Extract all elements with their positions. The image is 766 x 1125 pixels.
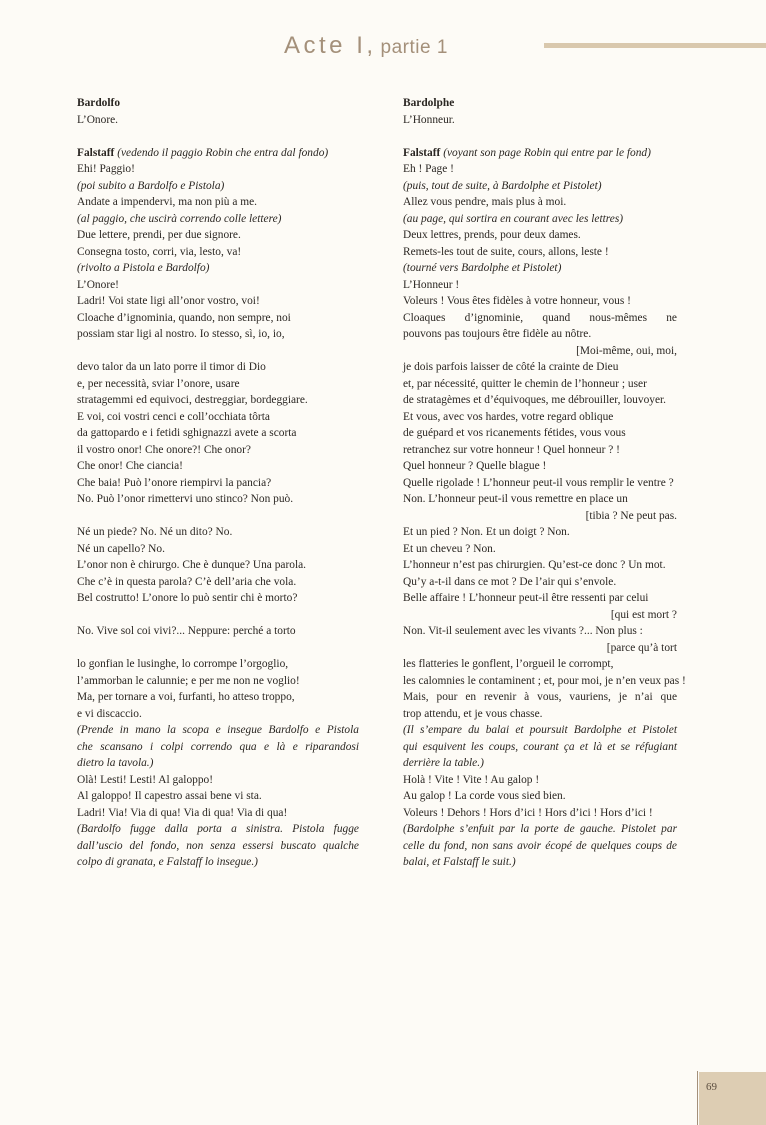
italian-verse-line: da gattopardo e i fetidi sghignazzi avete a scorta (77, 427, 297, 439)
french-verse-line: de stratagèmes et d’équivoques, me débrouiller, louvoyer. (403, 394, 667, 406)
french-stage-direction: (Il s’empare du balai et poursuit Bardolphe et Pistolet (403, 724, 677, 736)
italian-verse-line: Né un capello? No. (77, 542, 165, 555)
french-stage-direction: derrière la table.) (403, 757, 484, 769)
title-part: partie 1 (380, 37, 448, 58)
french-verse-line: Et vous, avec vos hardes, votre regard oblique (403, 410, 614, 423)
italian-verse-line: Ladri! Voi state ligi all’onor vostro, voi! (77, 295, 260, 307)
italian-stage-direction: che scansano i colpi correndo qua e là e riparandosi (77, 740, 359, 753)
page-header (0, 30, 766, 70)
french-verse-line: [parce qu’à tort (606, 641, 677, 654)
french-stage-direction: (au page, qui sortira en courant avec les lettres) (403, 212, 624, 225)
italian-verse-line: Né un piede? No. Né un dito? No. (77, 526, 233, 538)
italian-verse-line: e vi discaccio. (77, 707, 142, 720)
italian-verse-line: Che c’è in questa parola? C’è dell’aria che vola. (77, 575, 297, 588)
french-verse-line: les calomnies le contaminent ; et, pour moi, je n’en veux pas ! (403, 674, 686, 687)
french-verse-line: je dois parfois laisser de côté la crainte de Dieu (403, 361, 619, 373)
speaker-name: Falstaff (403, 146, 441, 159)
french-stage-direction: (tourné vers Bardolphe et Pistolet) (403, 262, 562, 274)
french-verse-line: Voleurs ! Dehors ! Hors d’ici ! Hors d’ici ! Hors d’ici ! (403, 806, 653, 819)
french-stage-direction: qui esquivent les coups, courant ça et là et se réfugiant (403, 740, 677, 753)
french-stage-direction: balai, et Falstaff le suit.) (403, 856, 516, 868)
italian-verse-line: devo talor da un lato porre il timor di Dio (77, 361, 266, 373)
italian-speaker-name: Bardolfo (77, 97, 121, 109)
french-verse-line: Quel honneur ? Quelle blague ! (403, 460, 547, 472)
italian-verse-line: E voi, coi vostri cenci e coll’occhiata tôrta (77, 410, 270, 423)
french-stage-direction: (puis, tout de suite, à Bardolphe et Pistolet) (403, 179, 602, 192)
french-verse-line: de guépard et vos ricanements fétides, vous vous (403, 427, 626, 439)
italian-blank-line (77, 343, 359, 360)
french-verse-line: Eh ! Page ! (403, 163, 454, 175)
italian-verse-line: L’Onore. (77, 113, 119, 126)
italian-verse-line: No. Vive sol coi vivi?... Neppure: perché a torto (77, 625, 296, 637)
french-verse-line: les flatteries le gonflent, l’orgueil le corrompt, (403, 658, 614, 670)
french-speaker-name: Bardolphe (403, 97, 455, 109)
page-title (284, 32, 448, 60)
italian-verse-line: Olà! Lesti! Lesti! Al galoppo! (77, 773, 214, 786)
italian-blank-line (77, 508, 359, 525)
french-verse-line: trop attendu, et je vous chasse. (403, 707, 543, 720)
french-verse-line: Belle affaire ! L’honneur peut-il être ressenti par celui (403, 592, 649, 604)
stage-direction: (vedendo il paggio Robin che entra dal fondo) (117, 146, 329, 159)
french-stage-direction: (Bardolphe s’enfuit par la porte de gauche. Pistolet par (403, 823, 677, 835)
french-verse-line: Qu’y a-t-il dans ce mot ? De l’air qui s’envole. (403, 575, 617, 588)
italian-verse-line: L’onor non è chirurgo. Che è dunque? Una parola. (77, 559, 307, 571)
french-verse-line: Non. L’honneur peut-il vous remettre en place un (403, 493, 628, 505)
italian-verse-line: Due lettere, prendi, per due signore. (77, 229, 241, 241)
italian-stage-direction: (Prende in mano la scopa e insegue Bardolfo e Pistola (77, 724, 359, 736)
french-verse-line: L’honneur n’est pas chirurgien. Qu’est-ce donc ? Un mot. (403, 559, 666, 571)
french-verse-line: Et un pied ? Non. Et un doigt ? Non. (403, 526, 570, 538)
title-act: Acte I, (284, 32, 377, 59)
italian-verse-line: No. Può l’onor rimettervi uno stinco? Non può. (77, 493, 294, 505)
italian-stage-direction: (al paggio, che uscirà correndo colle lettere) (77, 212, 282, 225)
italian-stage-direction: colpo di granata, e Falstaff lo insegue.) (77, 856, 258, 868)
french-speaker-line (403, 145, 677, 162)
french-verse-line: Quelle rigolade ! L’honneur peut-il vous remplir le ventre ? (403, 476, 674, 489)
italian-verse-line: Che baia! Può l’onore riempirvi la pancia? (77, 476, 272, 489)
italian-verse-line: L’Onore! (77, 278, 119, 291)
french-verse-line: [tibia ? Ne peut pas. (585, 509, 677, 522)
french-verse-line: Deux lettres, prends, pour deux dames. (403, 229, 581, 241)
page-number: 69 (706, 1081, 717, 1093)
french-blank-line (403, 128, 677, 145)
italian-verse-line: Ma, per tornare a voi, furfanti, ho atteso troppo, (77, 691, 295, 703)
french-verse-line: L’Honneur ! (403, 278, 460, 291)
stage-direction: (voyant son page Robin qui entre par le fond) (443, 146, 651, 159)
italian-verse-line: lo gonfian le lusinghe, lo corrompe l’orgoglio, (77, 658, 289, 670)
french-verse-line: Au galop ! La corde vous sied bien. (403, 790, 566, 802)
italian-blank-line (77, 128, 359, 145)
italian-verse-line: stratagemmi ed equivoci, destreggiar, bordeggiare. (77, 394, 308, 406)
french-verse-line: Voleurs ! Vous êtes fidèles à votre honneur, vous ! (403, 295, 631, 307)
italian-stage-direction: dietro la tavola.) (77, 757, 154, 769)
italian-verse-line: Ladri! Via! Via di qua! Via di qua! Via di qua! (77, 806, 288, 819)
french-column (403, 95, 686, 871)
title-decorative-rule (544, 43, 766, 48)
italian-verse-line: e, per necessità, sviar l’onore, usare (77, 377, 240, 390)
french-verse-line: Mais, pour en revenir à vous, vauriens, je n’ai que (403, 691, 677, 703)
speaker-name: Falstaff (77, 146, 115, 159)
italian-blank-line (77, 640, 359, 657)
italian-verse-line: Andate a impendervi, ma non più a me. (77, 196, 257, 208)
italian-verse-line: Al galoppo! Il capestro assai bene vi sta. (77, 790, 262, 802)
italian-verse-line: il vostro onor! Che onore?! Che onor? (77, 443, 251, 456)
italian-stage-direction: dall’uscio del fondo, non senza essersi buscato qualche (77, 839, 359, 852)
italian-blank-line (77, 607, 359, 624)
french-verse-line: [qui est mort ? (610, 608, 677, 621)
italian-verse-line: Bel costrutto! L’onore lo può sentir chi è morto? (77, 592, 298, 604)
italian-verse-line: Che onor! Che ciancia! (77, 460, 183, 472)
italian-verse-line: l’ammorban le calunnie; e per me non ne voglio! (77, 674, 300, 687)
french-verse-line: L’Honneur. (403, 113, 455, 126)
italian-verse-line: Cloache d’ignominia, quando, non sempre, noi (77, 311, 291, 324)
french-verse-line: retranchez sur votre honneur ! Quel honneur ? ! (403, 443, 620, 456)
italian-stage-direction: (Bardolfo fugge dalla porta a sinistra. Pistola fugge (77, 823, 359, 835)
italian-speaker-line (77, 145, 359, 162)
french-verse-line: Holà ! Vite ! Vite ! Au galop ! (403, 773, 540, 786)
italian-verse-line: possiam star ligi al nostro. Io stesso, sì, io, io, (77, 328, 285, 340)
french-verse-line: Remets-les tout de suite, cours, allons, leste ! (403, 245, 609, 258)
french-verse-line: pouvons pas toujours être fidèle au nôtre. (403, 328, 592, 340)
page-number-box (699, 1072, 766, 1125)
italian-verse-line: Consegna tosto, corri, via, lesto, va! (77, 245, 242, 258)
french-verse-line: Cloaques d’ignominie, quand nous-mêmes ne (403, 311, 677, 324)
french-verse-line: Non. Vit-il seulement avec les vivants ?... Non plus : (403, 625, 643, 637)
french-verse-line: et, par nécessité, quitter le chemin de l’honneur ; user (403, 377, 647, 390)
italian-column (77, 95, 359, 871)
italian-stage-direction: (rivolto a Pistola e Bardolfo) (77, 262, 210, 274)
french-verse-line: [Moi-même, oui, moi, (576, 344, 677, 357)
footer-rule (697, 1071, 698, 1125)
italian-stage-direction: (poi subito a Bardolfo e Pistola) (77, 179, 225, 192)
french-verse-line: Allez vous pendre, mais plus à moi. (403, 196, 567, 208)
french-stage-direction: celle du fond, non sans avoir écopé de quelques coups de (403, 839, 677, 852)
italian-verse-line: Ehi! Paggio! (77, 163, 135, 175)
french-verse-line: Et un cheveu ? Non. (403, 542, 496, 555)
